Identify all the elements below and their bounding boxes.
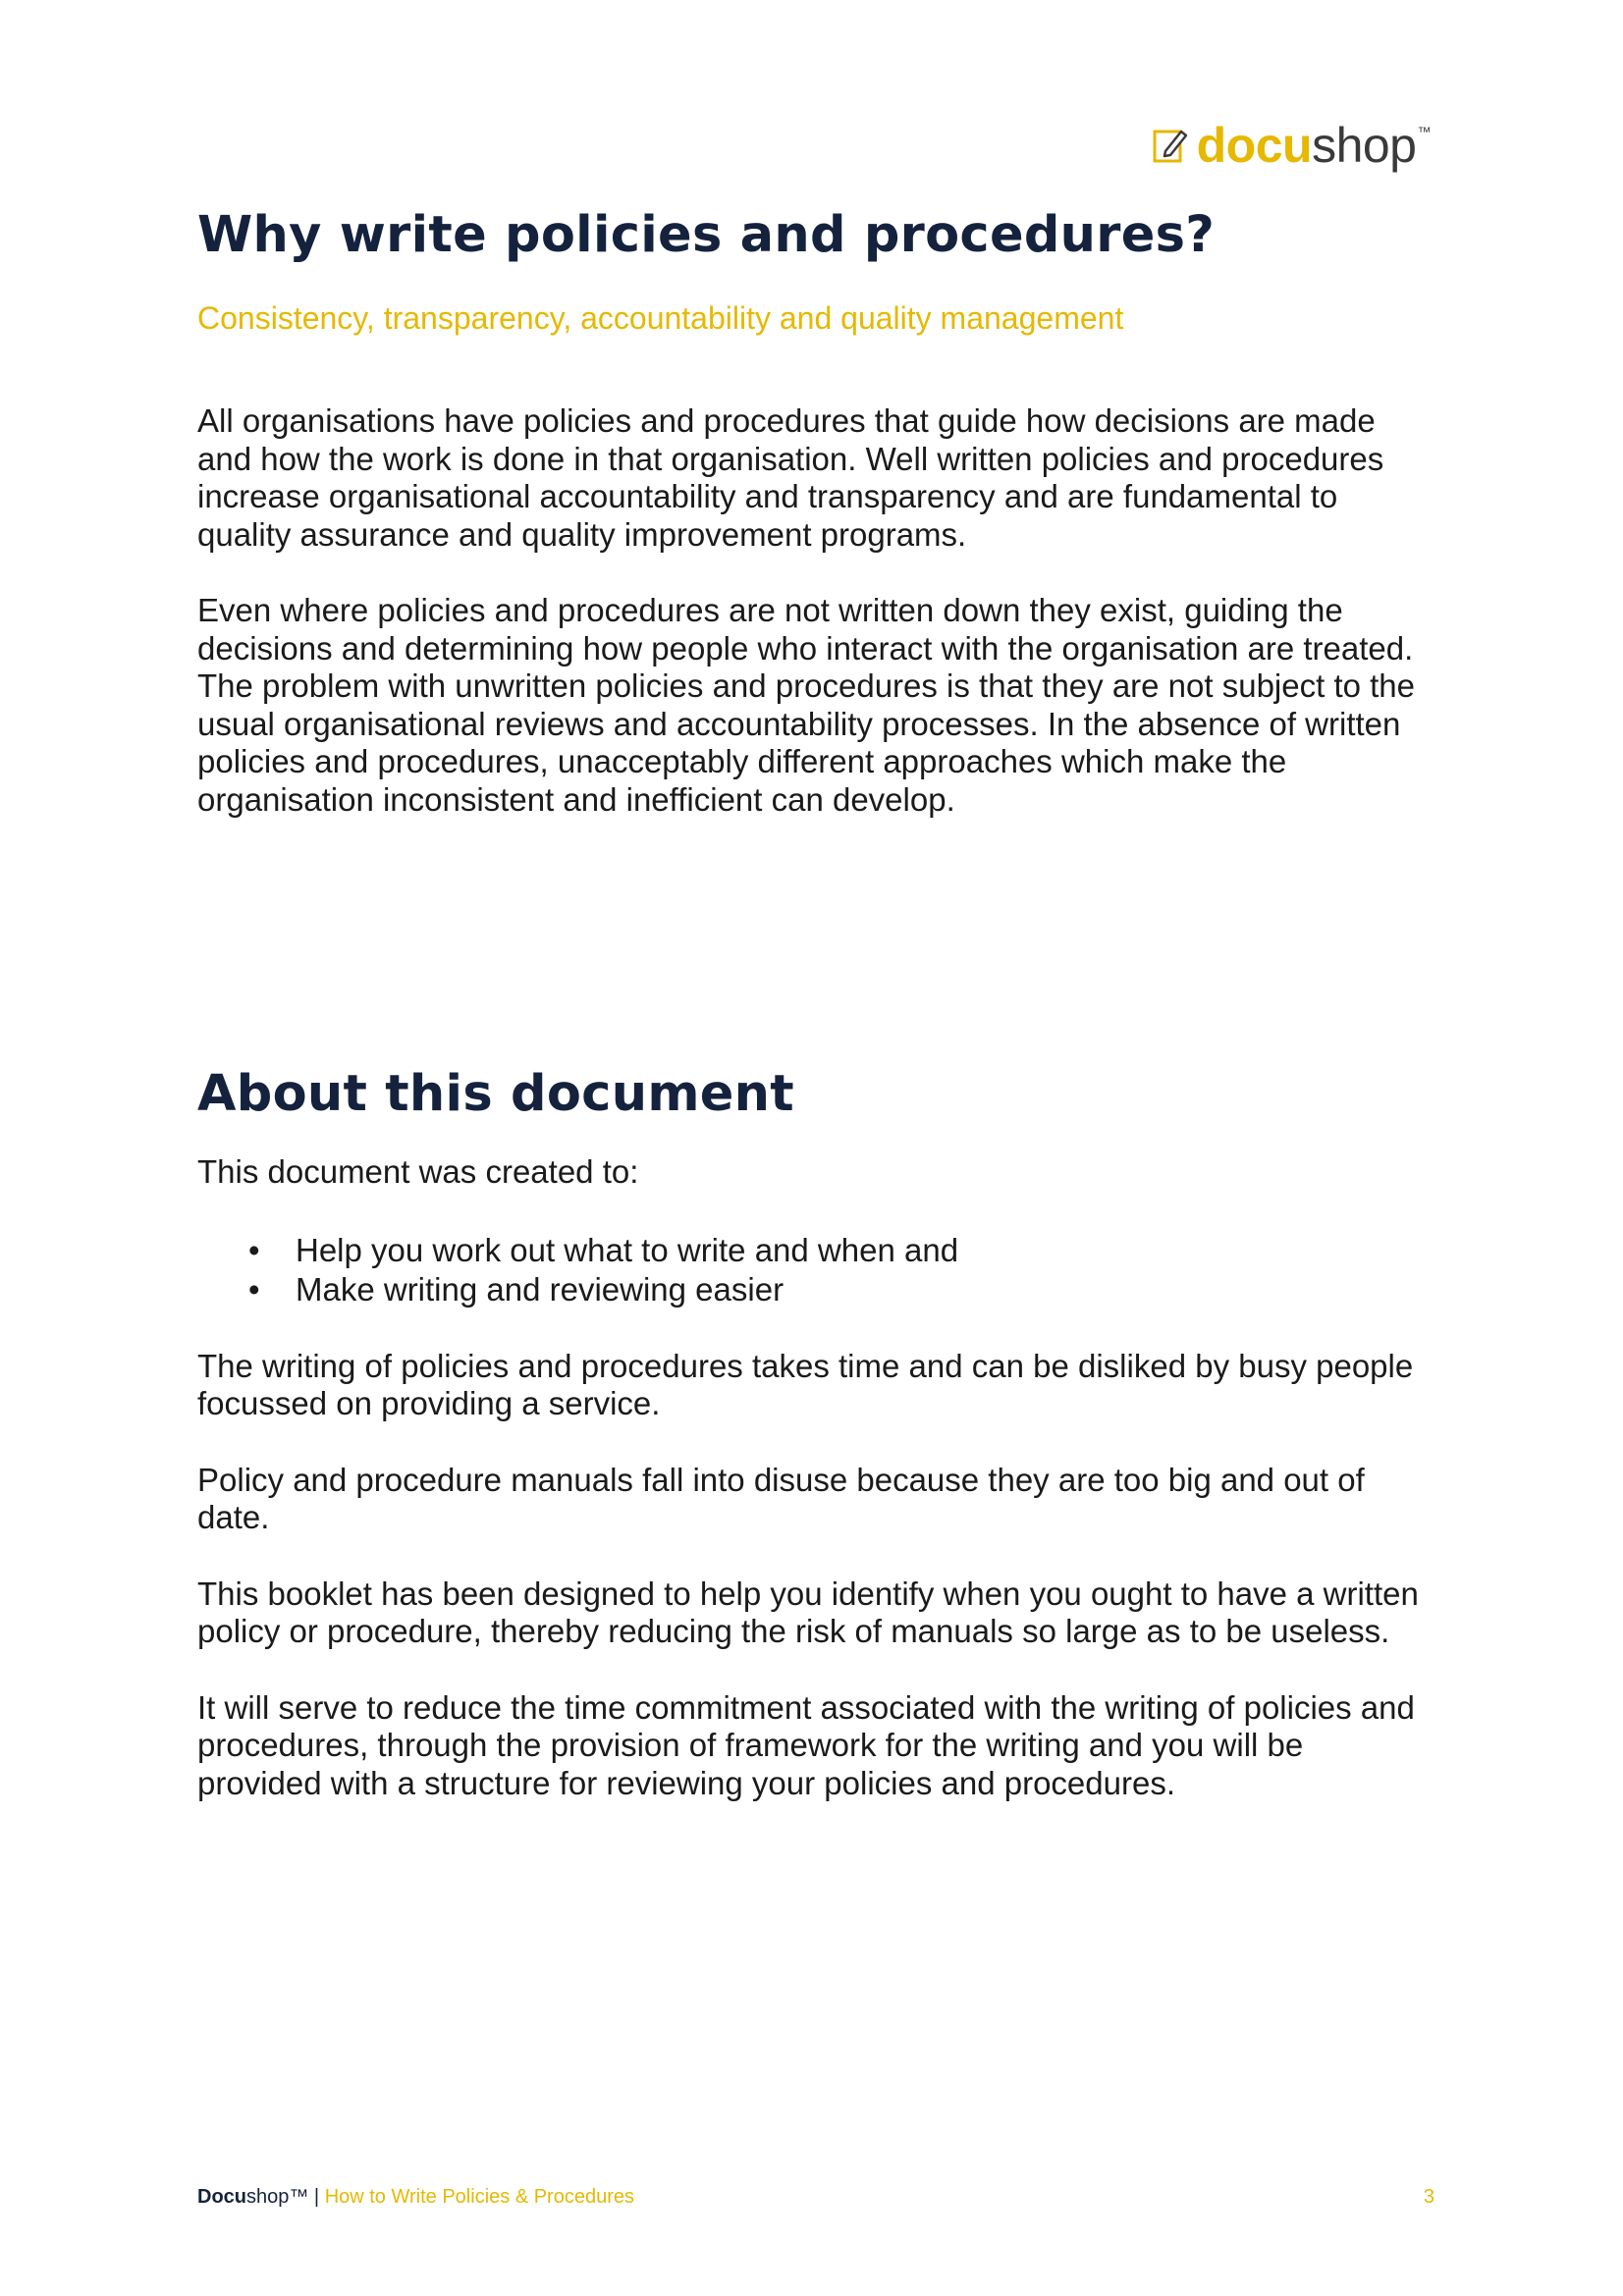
bullet-icon: • xyxy=(248,1270,260,1308)
paragraph: Policy and procedure manuals fall into disuse because they are too big and out of date. xyxy=(197,1461,1365,1535)
section-subtitle: Consistency, transparency, accountability and quality management xyxy=(197,300,1124,336)
docushop-logo xyxy=(1152,116,1431,175)
page-footer xyxy=(197,2183,1434,2211)
paragraph: The writing of policies and procedures takes time and can be disliked by busy people focussed on providing a service. xyxy=(197,1347,1414,1421)
list-item-text: Make writing and reviewing easier xyxy=(296,1270,784,1308)
paragraph-intro: This document was created to: xyxy=(197,1153,639,1190)
bullet-list xyxy=(197,1231,1434,1309)
section-heading-about: About this document xyxy=(197,1065,794,1123)
logo-wordmark xyxy=(1197,116,1431,175)
logo-docu: docu xyxy=(1196,118,1313,173)
footer-brand-bold: Docu xyxy=(197,2186,246,2208)
document-body xyxy=(197,196,1434,1802)
bullet-icon: • xyxy=(248,1231,260,1268)
paragraph: This booklet has been designed to help you identify when you ought to have a written policy or procedure, thereby reducing the risk of manuals so large as to be useless. xyxy=(197,1575,1419,1649)
list-item xyxy=(197,1231,1434,1270)
paragraph: All organisations have policies and procedures that guide how decisions are made and how the work is done in that organisation. Well written policies and procedures increase organisational accountability and transparency and are fundamental to quality assurance and quality improvement programs. xyxy=(197,402,1384,553)
paragraph: Even where policies and procedures are not written down they exist, guiding the decisions and determining how people who interact with the organisation are treated. The problem with unwritten policies and procedures is that they are not subject to the usual organisational reviews and accountability processes. In the absence of written policies and procedures, unacceptably different approaches which make the organisation inconsistent and inefficient can develop. xyxy=(197,592,1416,818)
list-item xyxy=(197,1270,1434,1309)
footer-separator: | xyxy=(308,2186,325,2208)
logo-shop: shop xyxy=(1312,118,1417,173)
section-heading-why: Why write policies and procedures? xyxy=(197,206,1216,264)
page-number: 3 xyxy=(1423,2186,1434,2208)
list-item-text: Help you work out what to write and when and xyxy=(296,1231,959,1268)
footer-brand: shop™ xyxy=(246,2186,309,2208)
paragraph: It will serve to reduce the time commitment associated with the writing of policies and procedures, through the provision of framework for the writing and you will be provided with a structure for reviewing your policies and procedures. xyxy=(197,1688,1415,1801)
logo-trademark: ™ xyxy=(1417,124,1431,139)
edit-document-icon xyxy=(1152,126,1191,165)
footer-document-title: How to Write Policies & Procedures xyxy=(324,2186,634,2208)
